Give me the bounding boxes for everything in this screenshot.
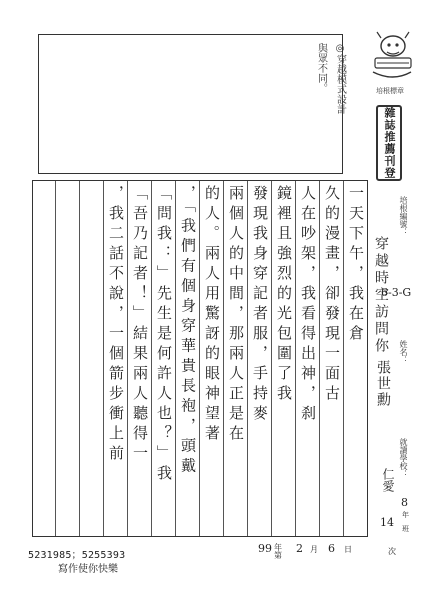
- date-row: [258, 542, 408, 558]
- grid-column: [223, 181, 247, 536]
- grade-value: 8: [401, 496, 408, 509]
- essay-line: 的人。兩人用驚訝的眼神望著: [203, 185, 221, 445]
- essay-line: 兩個人的中間，那兩人正是在: [227, 185, 245, 445]
- code-value: 6-3-G: [381, 286, 412, 299]
- grid-column: [295, 181, 319, 536]
- essay-line: 人在吵架，我看得出神，刹: [299, 185, 317, 425]
- school-label: 就讀學校：: [399, 438, 408, 478]
- grid-column: [199, 181, 223, 536]
- date-month: 2: [296, 542, 303, 555]
- date-page-label: 第: [274, 551, 282, 560]
- essay-line: 「問我：」先生是何許人也？」我: [155, 185, 173, 485]
- name-label: 姓名：: [399, 340, 408, 364]
- essay-grid: [32, 180, 368, 537]
- date-day-unit: 日: [344, 545, 352, 554]
- grid-column: [31, 181, 55, 536]
- phone-numbers: 5231985；5255393: [28, 550, 126, 561]
- grid-column: [271, 181, 295, 536]
- date-times: 次: [388, 547, 396, 556]
- comment-line-1: ◎穿越模式設計: [334, 43, 346, 114]
- essay-title: 穿越時空訪問你: [373, 236, 389, 355]
- school-name: 仁愛: [381, 468, 395, 492]
- date-year: 99: [258, 542, 272, 555]
- essay-line: 鏡裡且強烈的光包圍了我: [275, 185, 293, 405]
- essay-line: 久的漫畫，卻發現一面古: [323, 185, 341, 405]
- grid-column: [151, 181, 175, 536]
- class-mark: 班: [402, 525, 409, 533]
- essay-line: 一天下午，我在倉: [347, 185, 365, 345]
- grid-column: [247, 181, 271, 536]
- bacon-mascot-logo-icon: [367, 28, 415, 86]
- date-month-unit: 月: [310, 545, 318, 554]
- slogan: 寫作使你快樂: [58, 564, 118, 575]
- class-value: 14: [380, 516, 394, 529]
- year-mark: 年: [402, 511, 409, 519]
- date-year-unit: 年: [274, 543, 282, 552]
- grid-column: [175, 181, 199, 536]
- date-day: 6: [328, 542, 335, 555]
- grid-column: [319, 181, 343, 536]
- recommend-stamp: 雜誌推薦刊登: [376, 105, 402, 181]
- code-label: 培根編號：: [399, 196, 408, 236]
- logo-caption: 培根標章: [376, 87, 404, 95]
- essay-line: 發現我身穿記者服，手持麥: [251, 185, 269, 425]
- grid-column: [343, 181, 367, 536]
- student-name: 張世勳: [375, 360, 391, 408]
- grid-column: [55, 181, 79, 536]
- teacher-comment-box: [38, 34, 346, 174]
- grid-column: [103, 181, 127, 536]
- grid-column: [127, 181, 151, 536]
- grid-column: [79, 181, 103, 536]
- essay-line: ，我二話不說，一個箭步衝上前: [107, 185, 125, 465]
- essay-line: 「吾乃記者！」結果兩人聽得一: [131, 185, 149, 465]
- essay-line: ，「我們有個身穿華貴長袍，頭戴: [179, 185, 197, 478]
- comment-line-2: 與眾不同。: [315, 43, 327, 93]
